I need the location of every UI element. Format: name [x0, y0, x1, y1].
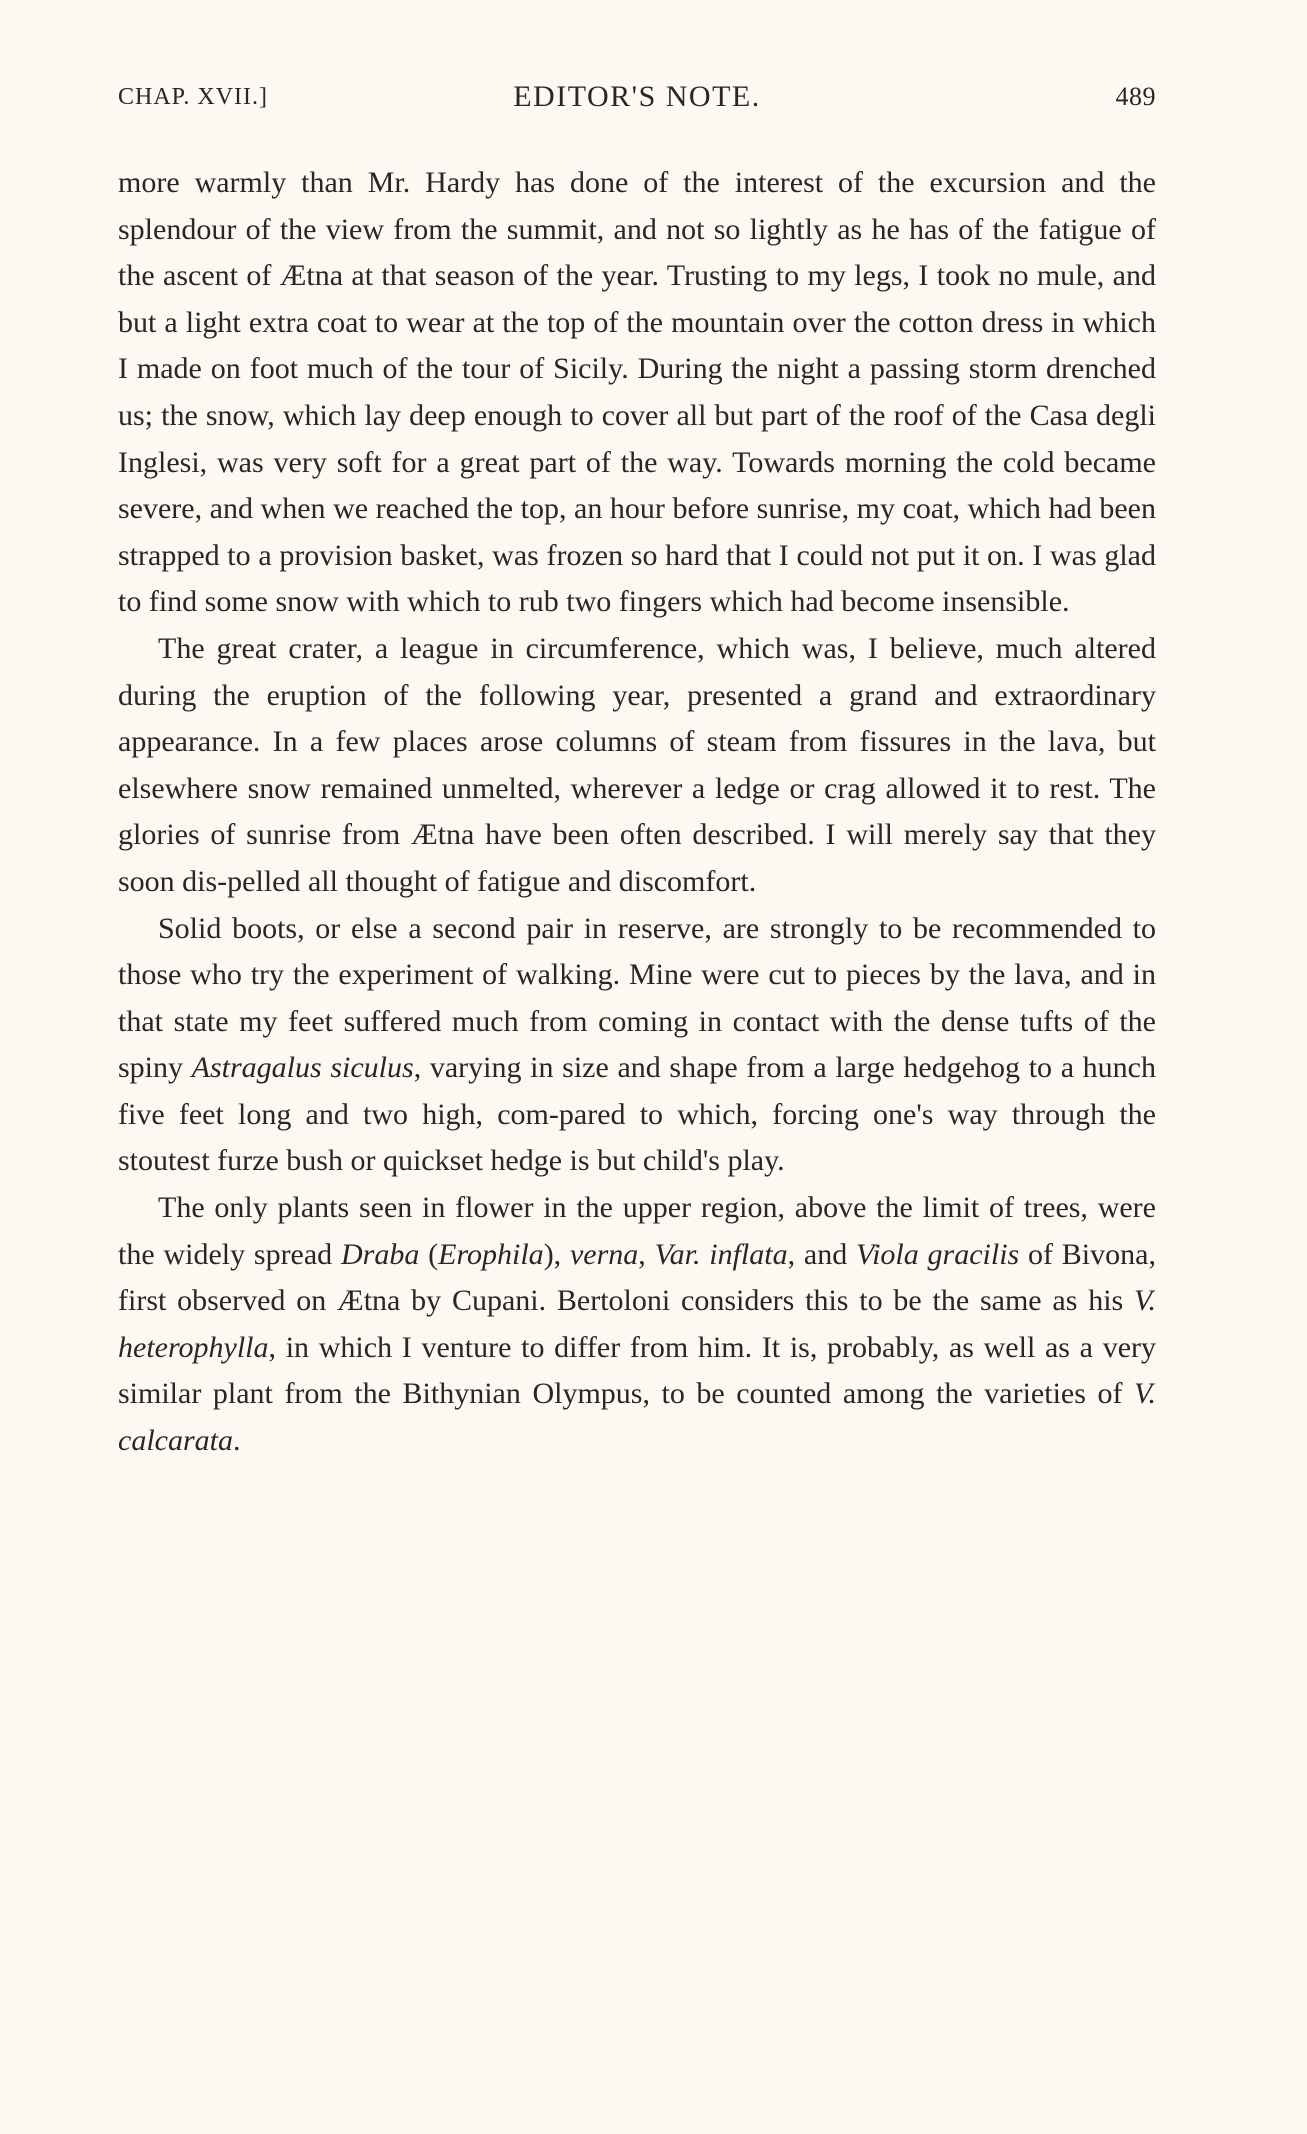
text-run: , varying in size and shape from a large hedgehog to a hunch five feet long and two high, com-pared to which, forcing one's way through the stoutest furze bush or quickset hedge is but child's play.: [118, 1051, 1156, 1178]
text-run: more warmly than Mr. Hardy has done of the interest of the excursion and the splendour of the view from the summit, and not so lightly as he has of the fatigue of the ascent of Ætna at that season of the year. Trusting to my legs, I took no mule, and but a light extra coat to wear at the top of the mountain over the cotton dress in which I made on foot much of the tour of Sicily. During the night a passing storm drenched us; the snow, which lay deep enough to cover all but part of the roof of the Casa degli Inglesi, was very soft for a great part of the way. Towards morning the cold became severe, and when we reached the top, an hour before sunrise, my coat, which had been strapped to a provision basket, was frozen so hard that I could not put it on. I was glad to find some snow with which to rub two fingers which had become insensible.: [118, 166, 1156, 619]
text-run: of Bivona, first observed on Ætna by Cupani. Bertoloni considers this to be the same as his: [118, 1237, 1156, 1318]
italic-run: Draba: [340, 1237, 420, 1271]
paragraph-4: [118, 1185, 1156, 1465]
running-header: [118, 80, 1156, 116]
italic-run: Erophila: [438, 1237, 544, 1271]
text-run: ),: [543, 1237, 570, 1271]
italic-run: verna: [569, 1237, 639, 1271]
page-title: EDITOR'S NOTE.: [513, 80, 761, 113]
chapter-label: CHAP. XVII.]: [118, 84, 268, 110]
page-number: 489: [1115, 82, 1156, 111]
italic-run: Astragalus siculus: [191, 1051, 414, 1085]
text-run: ,: [638, 1237, 655, 1271]
text-run: .: [232, 1424, 241, 1458]
paragraph-2: [118, 626, 1156, 906]
text-run: , in which I venture to differ from him. It is, probably, as well as a very similar plant from the Bithynian Olympus, to be counted among the varieties of: [118, 1330, 1156, 1411]
paragraph-1: [118, 160, 1156, 626]
paragraph-3: [118, 906, 1156, 1186]
text-run: Solid boots, or else a second pair in reserve, are strongly to be recommended to those who try the experiment of walking. Mine were cut to pieces by the lava, and in that state my feet suffered much from coming in contact with the dense tufts of the spiny: [118, 911, 1156, 1085]
italic-run: Var. inflata: [654, 1237, 788, 1271]
text-run: The great crater, a league in circumference, which was, I believe, much altered during the eruption of the following year, presented a grand and extraordinary appearance. In a few places arose columns of steam from fissures in the lava, but elsewhere snow remained unmelted, wherever a ledge or crag allowed it to rest. The glories of sunrise from Ætna have been often described. I will merely say that they soon dis-pelled all thought of fatigue and discomfort.: [118, 631, 1156, 898]
italic-run: Viola gracilis: [855, 1237, 1020, 1271]
text-run: , and: [787, 1237, 856, 1271]
body-text: [118, 160, 1156, 1465]
text-run: (: [419, 1237, 439, 1271]
italic-run: V. heterophylla: [118, 1284, 1156, 1364]
text-run: The only plants seen in flower in the upper region, above the limit of trees, were the widely spread: [118, 1191, 1156, 1271]
italic-run: V. calcarata: [118, 1377, 1156, 1458]
